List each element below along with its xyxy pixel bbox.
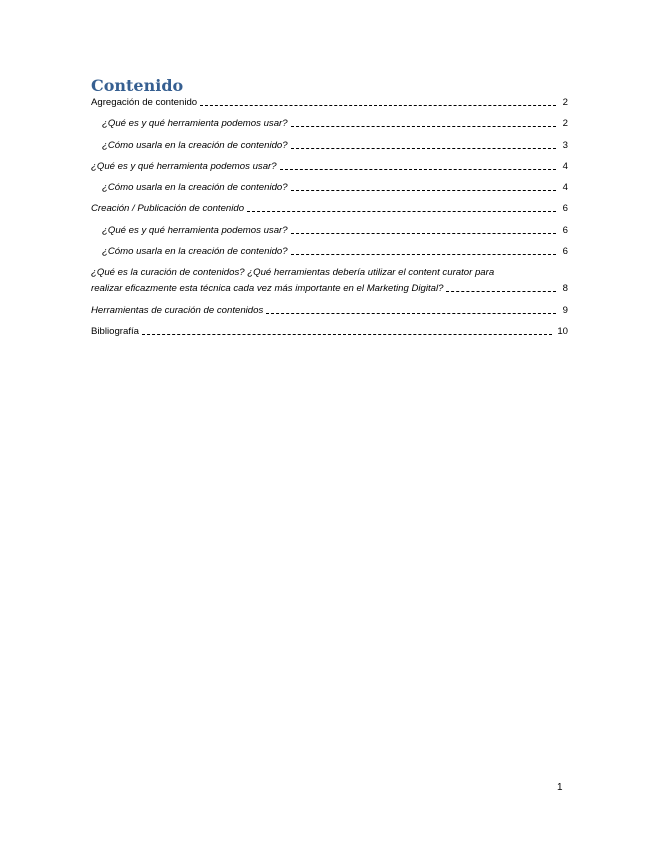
- toc-entry[interactable]: [91, 181, 568, 194]
- toc-entry-label: ¿Cómo usarla en la creación de contenido?: [102, 246, 288, 258]
- dot-leader: [291, 148, 556, 149]
- dot-leader: [291, 233, 556, 234]
- toc-entry-page: 10: [557, 325, 568, 337]
- toc-entry[interactable]: [91, 117, 568, 130]
- toc-entry-page: 6: [562, 224, 568, 236]
- toc-entry-last-line: [91, 282, 568, 295]
- toc-entry[interactable]: [91, 202, 568, 215]
- dot-leader: [266, 313, 556, 314]
- toc-entry-label: Creación / Publicación de contenido: [91, 203, 245, 215]
- toc-entry-label-line1: ¿Qué es la curación de contenidos? ¿Qué herramientas debería utilizar el content curator para: [91, 267, 495, 279]
- toc-entry-label: ¿Cómo usarla en la creación de contenido?: [102, 182, 288, 194]
- dot-leader: [291, 190, 556, 191]
- toc-entry-label: ¿Cómo usarla en la creación de contenido?: [102, 139, 288, 151]
- dot-leader: [142, 334, 552, 335]
- toc-entry-label: Agregación de contenido: [91, 97, 198, 108]
- toc-entry[interactable]: [91, 160, 568, 173]
- table-of-contents: [91, 96, 568, 346]
- toc-entry-page: 4: [562, 182, 568, 194]
- toc-entry-page: 9: [562, 304, 568, 316]
- toc-entry-page: 6: [562, 203, 568, 215]
- toc-entry-label: ¿Qué es y qué herramienta podemos usar?: [102, 224, 288, 236]
- toc-entry-label: Bibliografía: [91, 325, 139, 337]
- page-number: 1: [557, 782, 563, 793]
- toc-entry-label: ¿Qué es y qué herramienta podemos usar?: [102, 118, 288, 130]
- toc-entry-page: 2: [562, 118, 568, 130]
- toc-entry-label: ¿Qué es y qué herramienta podemos usar?: [91, 160, 277, 172]
- toc-entry[interactable]: [91, 96, 568, 109]
- toc-entry[interactable]: [91, 266, 568, 295]
- toc-entry-page: 2: [562, 97, 568, 108]
- dot-leader: [200, 105, 556, 106]
- toc-entry[interactable]: [91, 139, 568, 152]
- toc-entry-page: 3: [562, 139, 568, 151]
- toc-entry-page: 6: [562, 246, 568, 258]
- toc-entry-label: Herramientas de curación de contenidos: [91, 304, 264, 316]
- toc-entry[interactable]: [91, 304, 568, 317]
- dot-leader: [291, 126, 556, 127]
- toc-entry[interactable]: [91, 224, 568, 237]
- toc-entry-page: 4: [562, 160, 568, 172]
- toc-entry[interactable]: [91, 245, 568, 258]
- dot-leader: [280, 169, 556, 170]
- dot-leader: [446, 291, 556, 292]
- toc-title: Contenido: [91, 76, 184, 95]
- toc-entry-label-line2: realizar eficazmente esta técnica cada vez más importante en el Marketing Digital?: [91, 283, 444, 295]
- toc-entry[interactable]: [91, 325, 568, 338]
- dot-leader: [291, 254, 556, 255]
- toc-entry-page: 8: [562, 283, 568, 295]
- dot-leader: [247, 211, 556, 212]
